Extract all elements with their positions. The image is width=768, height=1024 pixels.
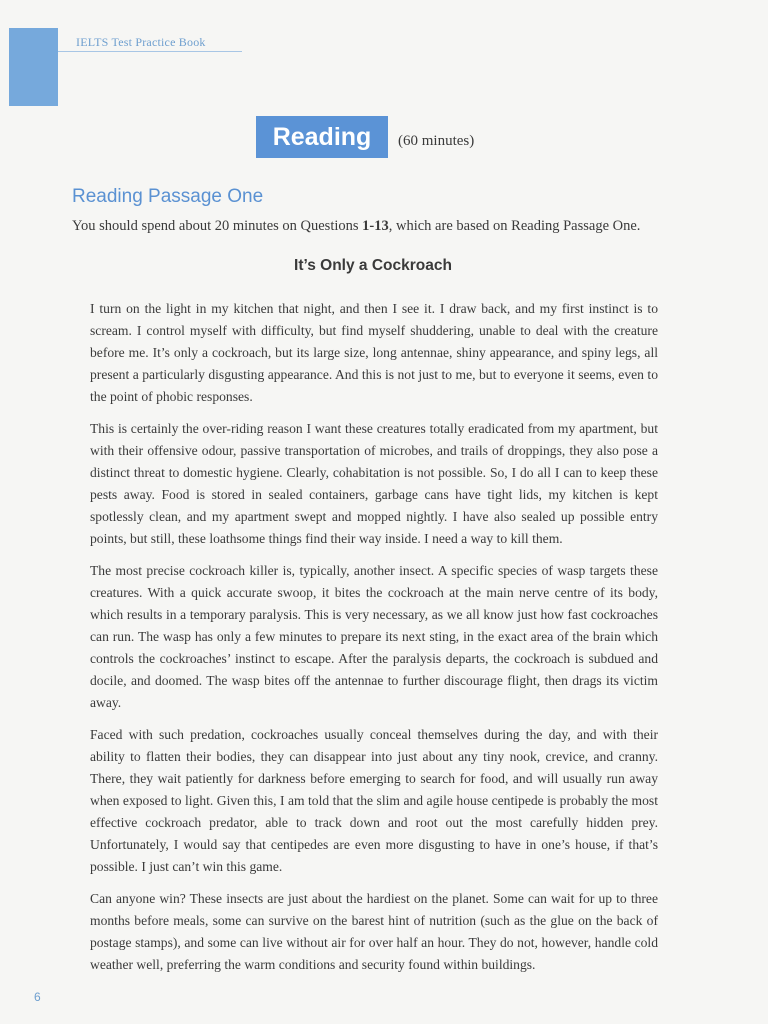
instruction-text-end: , which are based on Reading Passage One.: [388, 218, 641, 234]
corner-color-block: [9, 28, 58, 106]
paragraph-2: This is certainly the over-riding reason I want these creatures totally eradicated from my apartment, but with their offensive odour, passive transportation of microbes, and trails of droppings, they also pose a distinct threat to domestic hygiene. Clearly, cohabitation is not possible. So, I do all I can to keep these pests away. Food is stored in sealed containers, garbage cans have tight lids, my kitchen is kept spotlessly clean, and my apartment swept and mopped nightly. I have also sealed up possible entry points, but still, these loathsome things find their way inside. I need a way to kill them.: [90, 421, 658, 546]
paragraph-4: Faced with such predation, cockroaches usually conceal themselves during the day, and with their ability to flatten their bodies, they can disappear into just about any tiny nook, crevice, and cranny. There, they wait patiently for darkness before emerging to search for food, and will usually run away when exposed to light. Given this, I am told that the slim and agile house centipede is probably the most effective cockroach predator, able to track down and root out the most carefully hidden prey. Unfortunately, I would say that centipedes are even more disgusting to have in one’s house, if that’s possible. I just can’t win this game.: [90, 727, 658, 874]
header-rule: [58, 51, 242, 52]
reading-duration: (60 minutes): [398, 133, 475, 149]
instruction-text-start: You should spend about 20 minutes on Questions: [72, 218, 363, 234]
paragraph-3: The most precise cockroach killer is, typically, another insect. A specific species of wasp targets these creatures. With a quick accurate swoop, it bites the cockroach at the main nerve centre of its body, which results in a temporary paralysis. This is very necessary, as we all know just how fast cockroaches can run. The wasp has only a few minutes to prepare its next sting, in the exact area of the brain which controls the cockroaches’ instinct to escape. After the paralysis departs, the cockroach is subdued and docile, and doomed. The wasp bites off the antennae to further discourage flight, then drags its victim away.: [90, 563, 658, 710]
paragraph-5: Can anyone win? These insects are just about the hardiest on the planet. Some can wait for up to three months before meals, some can survive on the barest hint of nutrition (such as the glue on the back of postage stamps), and some can live without air for over half an hour. They do not, however, handle cold weather well, preferring the warm conditions and security found within buildings.: [90, 891, 658, 972]
book-title: IELTS Test Practice Book: [76, 35, 206, 49]
passage-title: It’s Only a Cockroach: [294, 257, 452, 274]
passage-heading: Reading Passage One: [72, 186, 264, 207]
page-number: 6: [34, 990, 41, 1004]
paragraph-1: I turn on the light in my kitchen that night, and then I see it. I draw back, and my first instinct is to scream. I control myself with difficulty, but find myself shuddering, unable to deal with the creature before me. It’s only a cockroach, but its large size, long antennae, shiny appearance, and spiny legs, all present a particularly disgusting appearance. And this is not just to me, but to everyone it seems, even to the point of phobic responses.: [90, 301, 658, 404]
passage-instruction: [72, 218, 640, 235]
reading-section-badge: Reading: [256, 116, 388, 158]
instruction-question-range: 1-13: [362, 218, 389, 234]
passage-body: [90, 298, 658, 986]
